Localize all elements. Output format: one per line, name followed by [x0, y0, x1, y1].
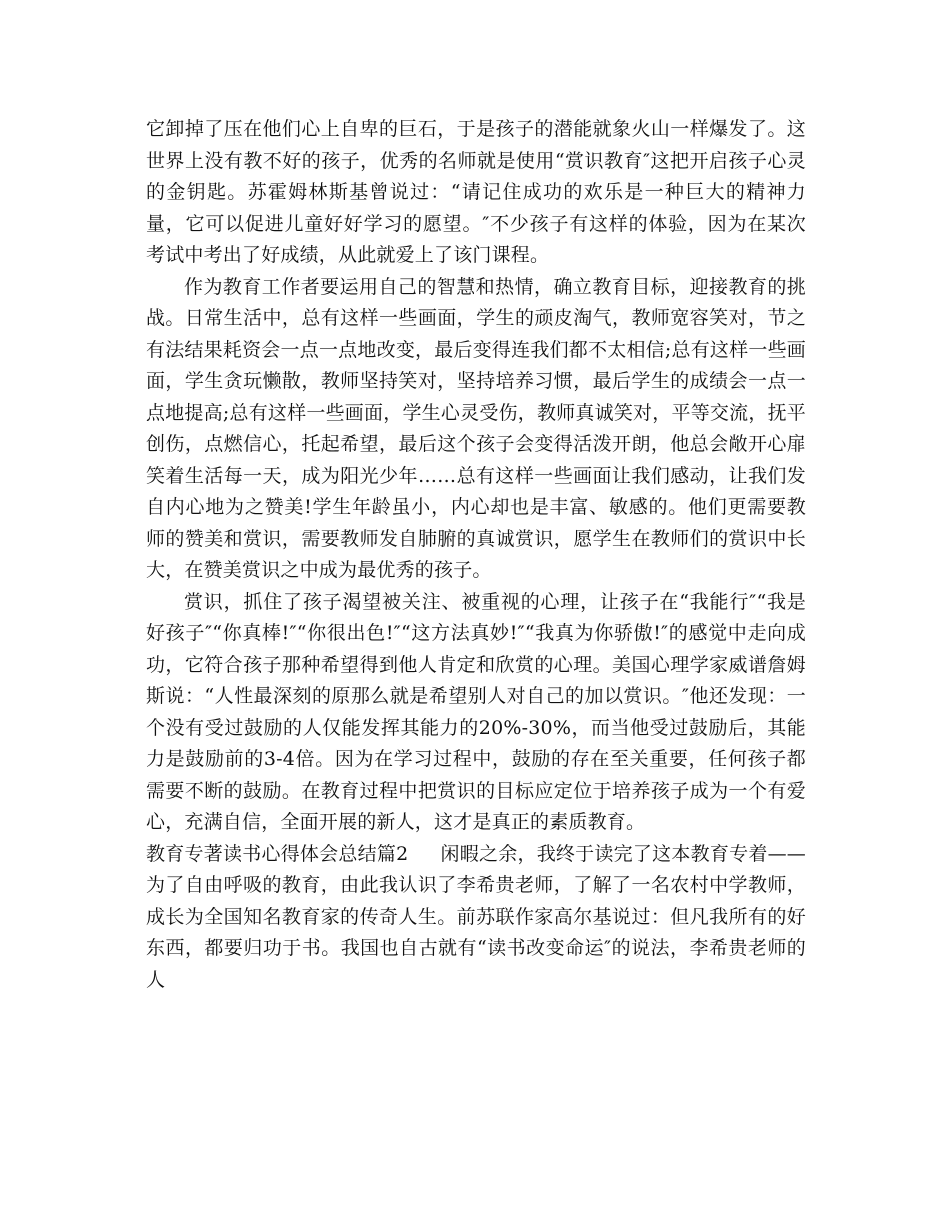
- section-heading: 教育专著读书心得体会总结篇2: [146, 842, 409, 865]
- paragraph-3: 赏识，抓住了孩子渴望被关注、被重视的心理，让孩子在“我能行″“我是好孩子″“你真棒!″“你很出色!″“这方法真妙!″“我真为你骄傲!″的感觉中走向成功，它符合孩子那种希望得到他人肯定和欣赏的心理。美国心理学家威谱詹姆斯说：“人性最深刻的原那么就是希望别人对自己的加以赏识。″他还发现：一个没有受过鼓励的人仅能发挥其能力的20%-30%，而当他受过鼓励后，其能力是鼓励前的3-4倍。因为在学习过程中，鼓励的存在至关重要，任何孩子都需要不断的鼓励。在教育过程中把赏识的目标应定位于培养孩子成为一个有爱心，充满自信，全面开展的新人，这才是真正的素质教育。: [146, 590, 806, 833]
- document-body: [146, 114, 806, 996]
- paragraph-2: 作为教育工作者要运用自己的智慧和热情，确立教育目标，迎接教育的挑战。日常生活中，总有这样一些画面，学生的顽皮淘气，教师宽容笑对，节之有法结果耗资会一点一点地改变，最后变得连我们都不太相信;总有这样一些画面，学生贪玩懒散，教师坚持笑对，坚持培养习惯，最后学生的成绩会一点一点地提高;总有这样一些画面，学生心灵受伤，教师真诚笑对，平等交流，抚平创伤，点燃信心，托起希望，最后这个孩子会变得活泼开朗，他总会敞开心扉笑着生活每一天，成为阳光少年……总有这样一些画面让我们感动，让我们发自内心地为之赞美!学生年龄虽小，内心却也是丰富、敏感的。他们更需要教师的赞美和赏识，需要教师发自肺腑的真诚赏识，愿学生在教师们的赏识中长大，在赞美赏识之中成为最优秀的孩子。: [146, 275, 806, 581]
- section-text: 闲暇之余，我终于读完了这本教育专着——为了自由呼吸的教育，由此我认识了李希贵老师，了解了一名农村中学教师，成长为全国知名教育家的传奇人生。前苏联作家高尔基说过：但凡我所有的好东西，都要归功于书。我国也自古就有“读书改变命运″的说法，李希贵老师的人: [146, 842, 806, 991]
- paragraph-1: 它卸掉了压在他们心上自卑的巨石，于是孩子的潜能就象火山一样爆发了。这世界上没有教不好的孩子，优秀的名师就是使用“赏识教育″这把开启孩子心灵的金钥匙。苏霍姆林斯基曾说过：“请记住成功的欢乐是一种巨大的精神力量，它可以促进儿童好好学习的愿望。″不少孩子有这样的体验，因为在某次考试中考出了好成绩，从此就爱上了该门课程。: [146, 118, 806, 266]
- section-paragraph: [146, 839, 806, 997]
